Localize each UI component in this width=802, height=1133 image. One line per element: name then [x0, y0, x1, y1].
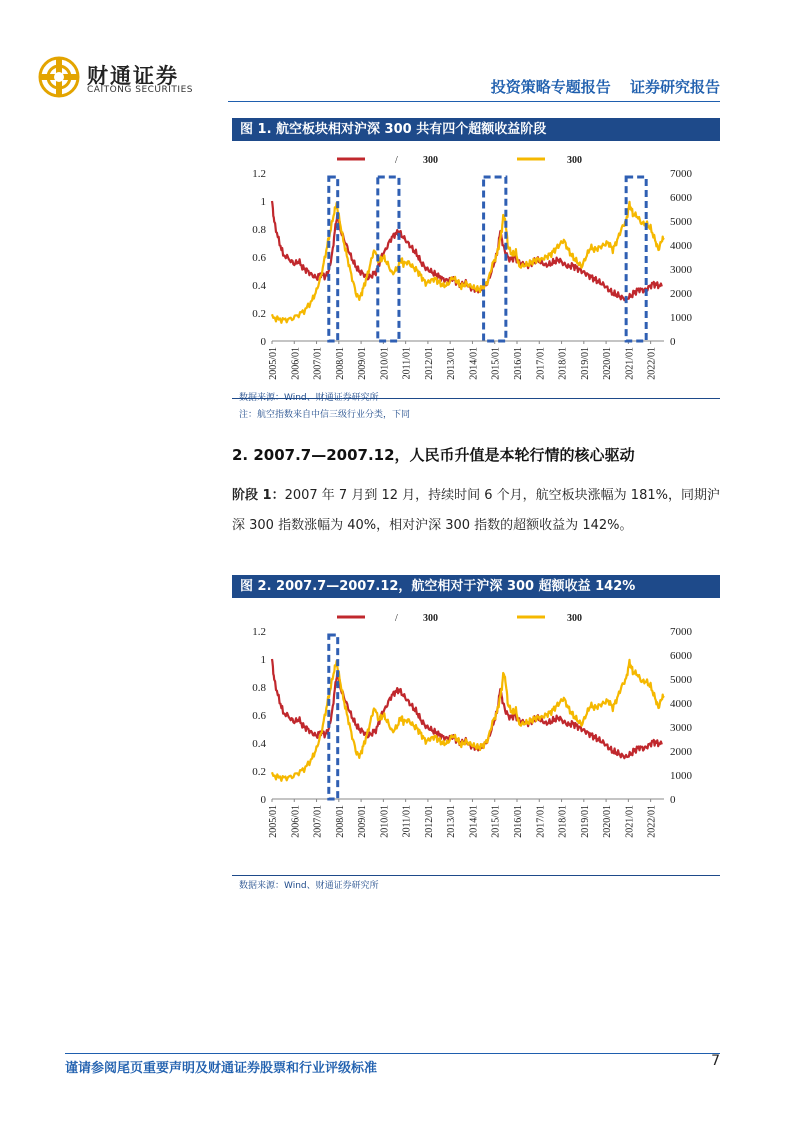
y-left-tick-label: 1	[260, 196, 266, 208]
y-left-tick-label: 0.6	[252, 252, 266, 264]
x-tick-label: 2010/01	[379, 347, 391, 380]
legend-label: 300	[567, 613, 582, 624]
y-left-tick-label: 0.2	[252, 766, 266, 778]
logo-english-name: CAITONG SECURITIES	[87, 85, 193, 95]
x-tick-label: 2021/01	[624, 347, 636, 380]
y-left-tick-label: 1.2	[252, 168, 266, 180]
x-tick-label: 2018/01	[557, 347, 569, 380]
y-right-tick-label: 4000	[670, 698, 692, 710]
legend-label: 300	[423, 613, 438, 624]
figure-2-title: 图 2. 2007.7—2007.12，航空相对于沪深 300 超额收益 142%	[232, 575, 720, 598]
x-tick-label: 2019/01	[579, 347, 591, 380]
x-tick-label: 2011/01	[401, 805, 413, 838]
x-tick-label: 2010/01	[379, 805, 391, 838]
highlight-box	[329, 177, 338, 341]
x-tick-label: 2013/01	[446, 347, 458, 380]
y-right-tick-label: 2000	[670, 288, 692, 300]
legend-label: 300	[423, 155, 438, 166]
y-right-tick-label: 1000	[670, 312, 692, 324]
y-left-tick-label: 1.2	[252, 626, 266, 638]
logo-chinese-name: 财通证券	[87, 64, 179, 88]
y-right-tick-label: 6000	[670, 650, 692, 662]
highlight-box	[329, 635, 338, 799]
y-left-tick-label: 0.8	[252, 224, 266, 236]
x-tick-label: 2022/01	[646, 347, 658, 380]
y-left-tick-label: 0.8	[252, 682, 266, 694]
figure-1-chart	[232, 145, 720, 395]
y-right-tick-label: 3000	[670, 264, 692, 276]
caitong-logo-icon	[38, 56, 80, 98]
report-category-label: 证券研究报告	[629, 78, 720, 96]
x-tick-label: 2008/01	[334, 805, 346, 838]
paragraph-label: 阶段 1：	[232, 488, 285, 503]
report-type-label: 投资策略专题报告	[490, 78, 611, 96]
y-right-tick-label: 3000	[670, 722, 692, 734]
x-tick-label: 2007/01	[312, 347, 324, 380]
x-tick-label: 2012/01	[423, 347, 435, 380]
y-left-tick-label: 0	[260, 794, 266, 806]
y-right-tick-label: 0	[670, 794, 676, 806]
x-tick-label: 2008/01	[334, 347, 346, 380]
x-tick-label: 2021/01	[624, 805, 636, 838]
x-tick-label: 2014/01	[468, 805, 480, 838]
footer-disclaimer: 谨请参阅尾页重要声明及财通证券股票和行业评级标准	[65, 1061, 378, 1076]
figure-2-chart	[232, 603, 720, 853]
y-left-tick-label: 1	[260, 654, 266, 666]
x-tick-label: 2017/01	[535, 805, 547, 838]
figure-1-source: 数据来源：Wind、财通证券研究所	[239, 393, 379, 403]
paragraph-text: 2007 年 7 月到 12 月，持续时间 6 个月，航空板块涨幅为 181%，同期沪深 300 指数涨幅为 40%，相对沪深 300 指数的超额收益为 142%。	[232, 488, 720, 533]
report-type-header	[477, 76, 720, 97]
x-tick-label: 2016/01	[513, 805, 524, 838]
y-right-tick-label: 7000	[670, 626, 692, 638]
y-left-tick-label: 0	[260, 336, 266, 348]
footer-divider	[65, 1053, 720, 1054]
y-left-tick-label: 0.4	[252, 280, 266, 292]
y-right-tick-label: 5000	[670, 216, 692, 228]
legend-label: 300	[567, 155, 582, 166]
y-left-tick-label: 0.2	[252, 308, 266, 320]
y-right-tick-label: 5000	[670, 674, 692, 686]
x-tick-label: 2007/01	[312, 805, 324, 838]
x-tick-label: 2015/01	[490, 805, 502, 838]
x-tick-label: 2017/01	[535, 347, 547, 380]
legend-label: /	[395, 155, 398, 166]
x-tick-label: 2020/01	[602, 805, 614, 838]
x-tick-label: 2020/01	[602, 347, 614, 380]
legend-label: /	[395, 613, 398, 624]
y-right-tick-label: 0	[670, 336, 676, 348]
x-tick-label: 2009/01	[357, 805, 369, 838]
y-right-tick-label: 4000	[670, 240, 692, 252]
x-tick-label: 2005/01	[268, 805, 279, 838]
x-tick-label: 2005/01	[268, 347, 279, 380]
x-tick-label: 2013/01	[446, 805, 458, 838]
y-right-tick-label: 2000	[670, 746, 692, 758]
figure-1-note: 注：航空指数来自中信三级行业分类，下同	[239, 410, 411, 420]
figure-2-divider	[232, 875, 720, 876]
x-tick-label: 2018/01	[557, 805, 569, 838]
figure-2-source: 数据来源：Wind、财通证券研究所	[239, 881, 379, 891]
x-tick-label: 2006/01	[290, 805, 302, 838]
company-logo	[38, 56, 198, 102]
x-tick-label: 2011/01	[401, 347, 413, 380]
x-tick-label: 2012/01	[423, 805, 435, 838]
x-tick-label: 2015/01	[490, 347, 502, 380]
x-tick-label: 2014/01	[468, 347, 480, 380]
y-right-tick-label: 6000	[670, 192, 692, 204]
section-heading: 2. 2007.7—2007.12，人民币升值是本轮行情的核心驱动	[232, 446, 635, 464]
body-paragraph	[232, 481, 722, 541]
x-tick-label: 2016/01	[513, 347, 524, 380]
page-number: 7	[711, 1053, 720, 1069]
x-tick-label: 2019/01	[579, 805, 591, 838]
y-right-tick-label: 1000	[670, 770, 692, 782]
y-left-tick-label: 0.4	[252, 738, 266, 750]
y-left-tick-label: 0.6	[252, 710, 266, 722]
x-tick-label: 2006/01	[290, 347, 302, 380]
figure-1-title: 图 1. 航空板块相对沪深 300 共有四个超额收益阶段	[232, 118, 720, 141]
y-right-tick-label: 7000	[670, 168, 692, 180]
x-tick-label: 2022/01	[646, 805, 658, 838]
header-divider	[228, 101, 720, 102]
x-tick-label: 2009/01	[357, 347, 369, 380]
